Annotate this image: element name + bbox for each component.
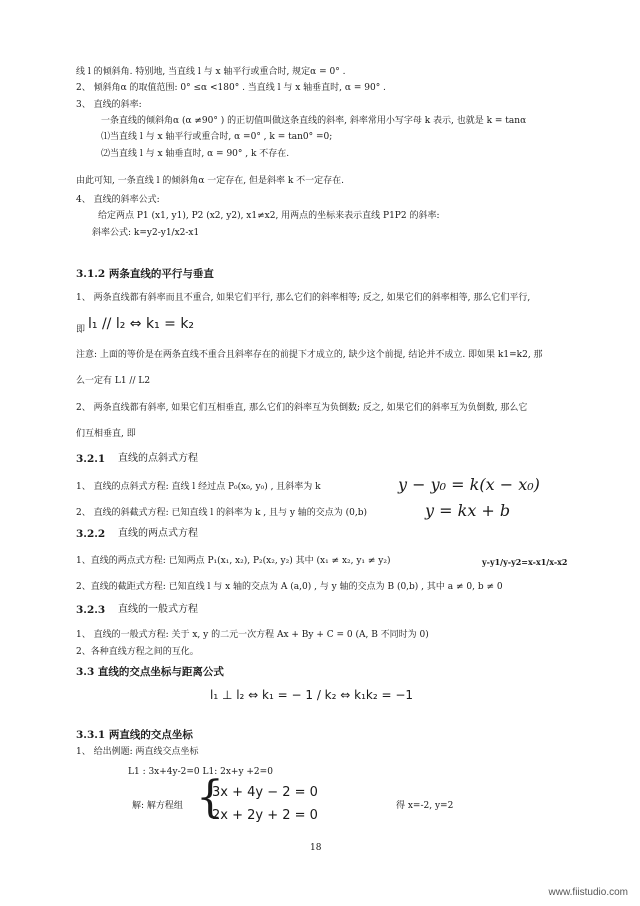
text-line-solution: 得 x=-2, y=2	[396, 801, 454, 811]
section-heading-3-1-2: 3.1.2 两条直线的平行与垂直	[76, 268, 214, 280]
text-line-intercept-form: 2、直线的截距式方程: 已知直线 l 与 x 轴的交点为 A (a,0) , 与 y 轴的交点为 B (0,b) , 其中 a ≠ 0, b ≠ 0	[76, 582, 503, 592]
equation-1: 3x + 4y − 2 = 0	[212, 785, 318, 800]
equation-2: 2x + 2y + 2 = 0	[212, 808, 318, 823]
text-line-case-parallel: ⑴当直线 l 与 x 轴平行或重合时, α =0° , k = tan0° =0;	[101, 132, 333, 142]
text-line-example: 1、 给出例题: 两直线交点坐标	[76, 747, 199, 757]
text-line-given-lines: L1 : 3x+4y-2=0 L1: 2x+y +2=0	[128, 767, 273, 777]
formula-perpendicular: l₁ ⊥ l₂ ⇔ k₁ = − 1 / k₂ ⇔ k₁k₂ = −1	[210, 688, 414, 702]
formula-point-slope: y − y₀ = k(x − x₀)	[398, 475, 540, 494]
section-title-3-2-2: 直线的两点式方程	[118, 528, 198, 539]
text-line-note-1: 注意: 上面的等价是在两条直线不重合且斜率存在的前提下才成立的, 缺少这个前提, 结论并不成立. 即如果 k1=k2, 那	[76, 350, 543, 360]
formula-prefix: 即	[76, 325, 86, 335]
text-line-slope-def: 一条直线的倾斜角α (α ≠90° ) 的正切值叫做这条直线的斜率, 斜率常用小写字母 k 表示, 也就是 k = tanα	[101, 116, 527, 126]
text-line-solve-label: 解: 解方程组	[132, 801, 183, 811]
page-number: 18	[310, 843, 322, 853]
text-line-slope-heading: 3、 直线的斜率:	[76, 100, 142, 110]
text-line-conversion: 2、各种直线方程之间的互化。	[76, 647, 199, 657]
watermark: www.fiistudio.com	[548, 887, 628, 898]
text-line-case-perpendicular: ⑵当直线 l 与 x 轴垂直时, α = 90° , k 不存在.	[101, 149, 290, 159]
formula-parallel: l₁ // l₂ ⇔ k₁ = k₂	[88, 316, 195, 332]
text-line-note-2: 么一定有 L1 // L2	[76, 376, 151, 386]
formula-slope-intercept: y = kx + b	[425, 501, 511, 520]
section-heading-3-3: 3.3 直线的交点坐标与距离公式	[76, 666, 224, 678]
text-line-general-form: 1、 直线的一般式方程: 关于 x, y 的二元一次方程 Ax + By + C = 0 (A, B 不同时为 0)	[76, 630, 429, 640]
text-line-parallel-rule: 1、 两条直线都有斜率而且不重合, 如果它们平行, 那么它们的斜率相等; 反之, 如果它们的斜率相等, 那么它们平行,	[76, 293, 531, 303]
text-line-slope-formula: 斜率公式: k=y2-y1/x2-x1	[92, 228, 200, 238]
text-line-conclusion: 由此可知, 一条直线 l 的倾斜角α 一定存在, 但是斜率 k 不一定存在.	[76, 176, 345, 186]
text-line-slope-intercept: 2、 直线的斜截式方程: 已知直线 l 的斜率为 k , 且与 y 轴的交点为 (0,b)	[76, 508, 368, 518]
section-number-3-2-1: 3.2.1	[76, 453, 106, 465]
text-line-point-slope: 1、 直线的点斜式方程: 直线 l 经过点 P₀(x₀, y₀) , 且斜率为 k	[76, 482, 321, 492]
section-title-3-2-3: 直线的一般式方程	[118, 604, 198, 615]
text-line-two-point-form: 1、直线的两点式方程: 已知两点 P₁(x₁, x₂), P₂(x₂, y₂) 其中 (x₁ ≠ x₂, y₁ ≠ y₂)	[76, 556, 391, 566]
text-line-slope-formula-heading: 4、 直线的斜率公式:	[76, 195, 160, 205]
section-heading-3-3-1: 3.3.1 两直线的交点坐标	[76, 729, 193, 741]
formula-two-point: y-y1/y-y2=x-x1/x-x2	[482, 557, 568, 567]
section-title-3-2-1: 直线的点斜式方程	[118, 453, 198, 464]
text-line-two-points: 给定两点 P1 (x1, y1), P2 (x2, y2), x1≠x2, 用两点的坐标来表示直线 P1P2 的斜率:	[98, 211, 440, 221]
text-line-angle-range: 2、 倾斜角α 的取值范围: 0° ≤α <180° . 当直线 l 与 x 轴垂直时, α = 90° .	[76, 83, 386, 93]
section-number-3-2-2: 3.2.2	[76, 528, 106, 540]
section-number-3-2-3: 3.2.3	[76, 604, 106, 616]
equation-system-brace: {	[196, 772, 224, 823]
text-line-perpendicular-rule-2: 们互相垂直, 即	[76, 429, 136, 439]
text-line-perpendicular-rule-1: 2、 两条直线都有斜率, 如果它们互相垂直, 那么它们的斜率互为负倒数; 反之, 如果它们的斜率互为负倒数, 那么它	[76, 403, 528, 413]
text-line-inclination-def: 线 l 的倾斜角. 特别地, 当直线 l 与 x 轴平行或重合时, 规定α = 0° .	[76, 67, 346, 77]
